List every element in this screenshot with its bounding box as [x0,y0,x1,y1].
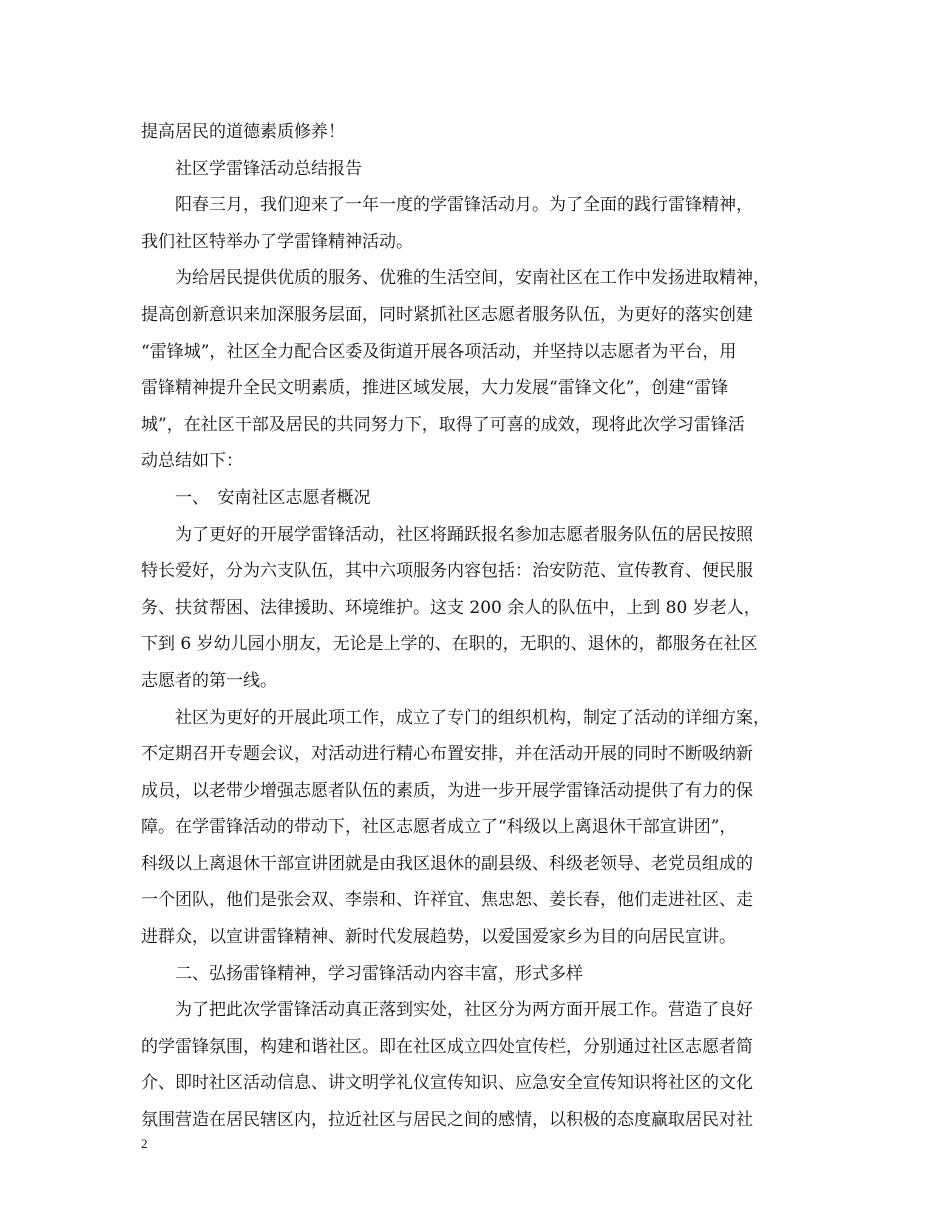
text-line: 社区为更好的开展此项工作，成立了专门的组织机构，制定了活动的详细方案， [175,707,770,728]
text-line: 障。在学雷锋活动的带动下，社区志愿者成立了“科级以上离退休干部宣讲团”， [141,817,737,838]
text-line: 务、扶贫帮困、法律援助、环境维护。这支 200 余人的队伍中，上到 80 岁老人， [141,597,761,618]
text-line: 为给居民提供优质的服务、优雅的生活空间，安南社区在工作中发扬进取精神， [175,268,770,289]
text-line: 为了更好的开展学雷锋活动，社区将踊跃报名参加志愿者服务队伍的居民按照 [175,524,753,545]
page-number: 2 [141,1136,148,1151]
text-line: 二、弘扬雷锋精神，学习雷锋活动内容丰富，形式多样 [175,963,583,984]
text-line: 提高居民的道德素质修养！ [141,122,345,142]
text-line: 社区学雷锋活动总结报告 [175,158,362,179]
text-line: 雷锋精神提升全民文明素质，推进区域发展，大力发展“雷锋文化”，创建“雷锋 [141,378,729,399]
text-line: 不定期召开专题会议，对活动进行精心布置安排，并在活动开展的同时不断吸纳新 [141,744,753,765]
text-line: 的学雷锋氛围，构建和谐社区。即在社区成立四处宣传栏，分别通过社区志愿者简 [141,1036,753,1057]
text-line: 氛围营造在居民辖区内，拉近社区与居民之间的感情，以积极的态度赢取居民对社 [141,1110,753,1131]
text-line: 成员，以老带少增强志愿者队伍的素质，为进一步开展学雷锋活动提供了有力的保 [141,780,753,801]
text-line: 提高创新意识来加深服务层面，同时紧抓社区志愿者服务队伍，为更好的落实创建 [141,304,753,325]
text-line: 动总结如下： [141,451,243,472]
text-line: 介、即时社区活动信息、讲文明学礼仪宣传知识、应急安全宣传知识将社区的文化 [141,1073,753,1094]
text-line: 一个团队，他们是张会双、李崇和、许祥宜、焦忠恕、姜长春，他们走进社区、走 [141,890,753,911]
text-line: 一、 安南社区志愿者概况 [175,487,371,508]
text-line: 特长爱好，分为六支队伍，其中六项服务内容包括：治安防范、宣传教育、便民服 [141,561,753,582]
text-line: “雷锋城”，社区全力配合区委及街道开展各项活动，并坚持以志愿者为平台，用 [141,341,737,362]
text-line: 我们社区特举办了学雷锋精神活动。 [141,231,413,252]
text-line: 下到 6 岁幼儿园小朋友，无论是上学的、在职的，无职的、退休的，都服务在社区 [141,634,758,655]
text-line: 阳春三月，我们迎来了一年一度的学雷锋活动月。为了全面的践行雷锋精神， [175,195,753,216]
text-line: 科级以上离退休干部宣讲团就是由我区退休的副县级、科级老领导、老党员组成的 [141,853,753,874]
text-line: 城”，在社区干部及居民的共同努力下，取得了可喜的成效，现将此次学习雷锋活 [141,414,745,435]
text-line: 志愿者的第一线。 [141,670,277,691]
document-body [141,114,809,1139]
text-line: 为了把此次学雷锋活动真正落到实处，社区分为两方面开展工作。营造了良好 [175,1000,753,1021]
text-line: 进群众，以宣讲雷锋精神、新时代发展趋势，以爱国爱家乡为目的向居民宣讲。 [141,927,736,948]
